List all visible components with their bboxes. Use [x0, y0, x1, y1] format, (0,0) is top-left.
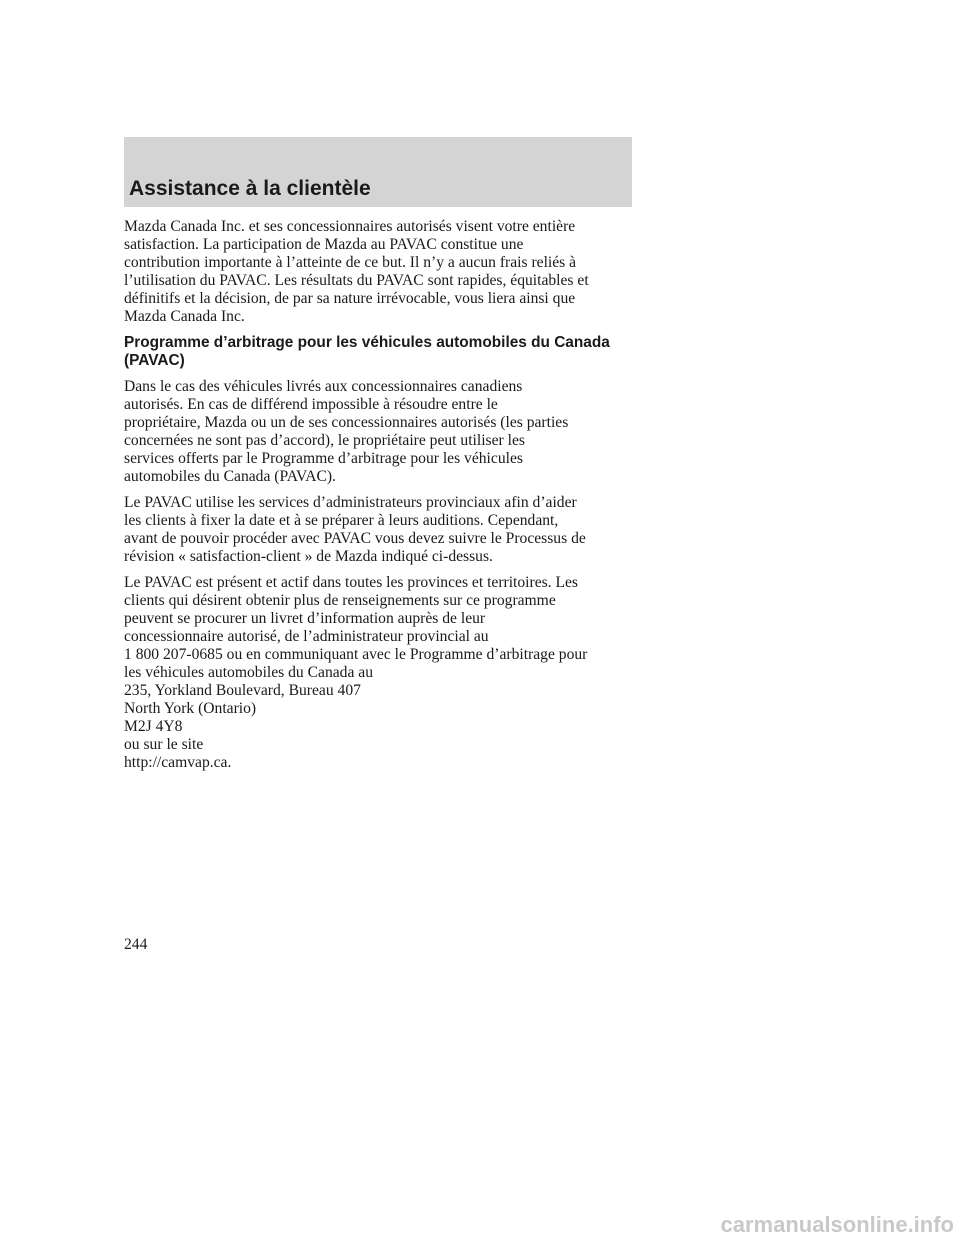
body-paragraph-eligibility [124, 378, 639, 486]
text-line: automobiles du Canada (PAVAC). [124, 468, 336, 485]
text-line: clients qui désirent obtenir plus de renseignements sur ce programme [124, 592, 556, 609]
text-line: peuvent se procurer un livret d’information auprès de leur [124, 610, 486, 627]
text-line: définitifs et la décision, de par sa nature irrévocable, vous liera ainsi que [124, 290, 576, 307]
text-line: Le PAVAC utilise les services d’administrateurs provinciaux afin d’aider [124, 494, 577, 511]
text-line: Mazda Canada Inc. [124, 308, 245, 325]
text-line: satisfaction. La participation de Mazda au PAVAC constitue une [124, 236, 524, 253]
website-url: http://camvap.ca. [124, 754, 232, 771]
text-line: Le PAVAC est présent et actif dans toutes les provinces et territoires. Les [124, 574, 578, 591]
text-line: services offerts par le Programme d’arbitrage pour les véhicules [124, 450, 523, 467]
body-paragraph-contact [124, 574, 639, 772]
address-city: North York (Ontario) [124, 700, 257, 717]
text-line: Dans le cas des véhicules livrés aux concessionnaires canadiens [124, 378, 523, 395]
phone-number-line: 1 800 207-0685 ou en communiquant avec le Programme d’arbitrage pour [124, 646, 588, 663]
intro-paragraph [124, 218, 639, 326]
heading-line: Programme d’arbitrage pour les véhicules automobiles du Canada [124, 334, 610, 351]
text-line: Mazda Canada Inc. et ses concessionnaires autorisés visent votre entière [124, 218, 576, 235]
section-header-band [124, 137, 632, 207]
text-line: avant de pouvoir procéder avec PAVAC vous devez suivre le Processus de [124, 530, 586, 547]
text-line: concessionnaire autorisé, de l’administrateur provincial au [124, 628, 489, 645]
address-postal-code: M2J 4Y8 [124, 718, 183, 735]
text-line: l’utilisation du PAVAC. Les résultats du PAVAC sont rapides, équitables et [124, 272, 589, 289]
page-content [124, 218, 639, 780]
address-street: 235, Yorkland Boulevard, Bureau 407 [124, 682, 361, 699]
text-line: concernées ne sont pas d’accord), le propriétaire peut utiliser les [124, 432, 525, 449]
text-line: les clients à fixer la date et à se préparer à leurs auditions. Cependant, [124, 512, 559, 529]
section-heading [124, 334, 639, 370]
text-line: les véhicules automobiles du Canada au [124, 664, 373, 681]
text-line: contribution importante à l’atteinte de ce but. Il n’y a aucun frais reliés à [124, 254, 577, 271]
page-number: 244 [124, 936, 148, 953]
section-title: Assistance à la clientèle [129, 177, 371, 200]
watermark: carmanualsonline.info [720, 1212, 954, 1237]
text-line: autorisés. En cas de différend impossible à résoudre entre le [124, 396, 498, 413]
body-paragraph-administrators [124, 494, 639, 566]
text-line: propriétaire, Mazda ou un de ses concessionnaires autorisés (les parties [124, 414, 569, 431]
text-line: ou sur le site [124, 736, 204, 753]
text-line: révision « satisfaction-client » de Mazda indiqué ci-dessus. [124, 548, 493, 565]
heading-line: (PAVAC) [124, 352, 185, 369]
